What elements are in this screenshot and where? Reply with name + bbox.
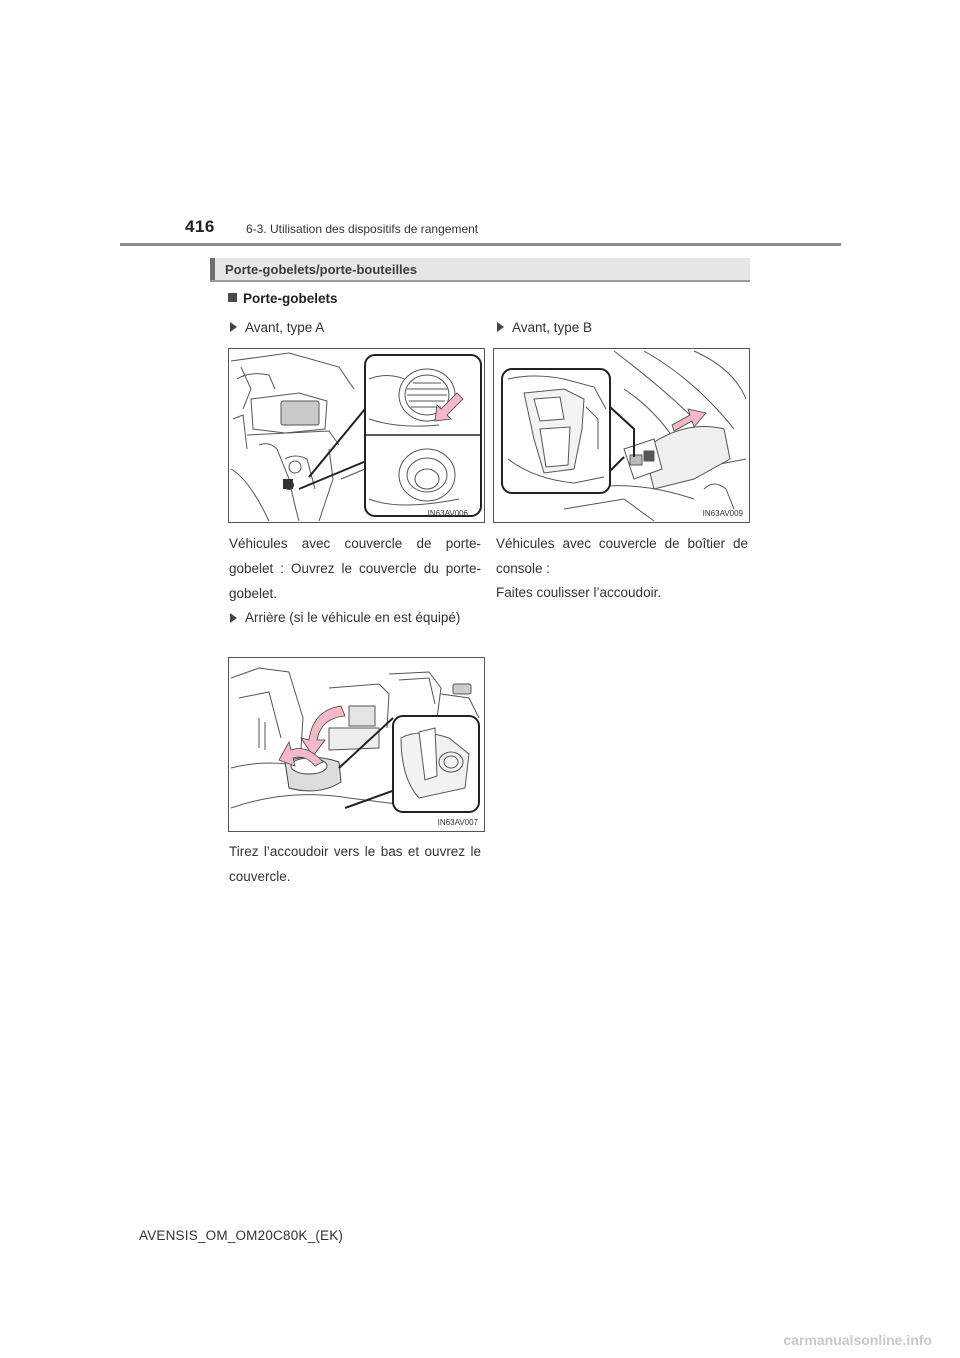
figure-front-a-code: IN63AV006 bbox=[427, 509, 468, 518]
page-number: 416 bbox=[185, 217, 215, 236]
triangle-bullet-icon bbox=[497, 322, 504, 332]
section-title: 6-3. Utilisation des dispositifs de rangement bbox=[246, 222, 479, 236]
watermark: carmanualsonline.info bbox=[783, 1332, 932, 1348]
figure-front-b bbox=[493, 348, 750, 523]
front-a-text: Véhicules avec couvercle de porte-gobelet : Ouvrez le couvercle du porte-gobelet. bbox=[229, 536, 481, 601]
figure-rear-code: IN63AV007 bbox=[437, 818, 478, 827]
square-bullet-icon bbox=[228, 293, 237, 302]
front-b-text-2: Faites coulisser l’accoudoir. bbox=[496, 585, 662, 600]
figure-rear-drawing bbox=[229, 658, 484, 831]
sub-heading bbox=[228, 291, 338, 306]
heading-accent bbox=[210, 258, 215, 280]
caption-front-a-text: Avant, type A bbox=[245, 320, 325, 335]
caption-front-b bbox=[497, 320, 592, 335]
heading-title: Porte-gobelets/porte-bouteilles bbox=[225, 262, 418, 277]
triangle-bullet-icon bbox=[230, 613, 237, 623]
figure-front-b-drawing bbox=[494, 349, 749, 522]
front-b-text-1: Véhicules avec couvercle de boîtier de console : bbox=[496, 536, 748, 576]
heading-bar bbox=[210, 258, 750, 282]
rear-text: Tirez l’accoudoir vers le bas et ouvrez le couvercle. bbox=[229, 844, 481, 884]
figure-front-a bbox=[228, 348, 485, 523]
footer-doc-code: AVENSIS_OM_OM20C80K_(EK) bbox=[139, 1228, 344, 1243]
caption-front-b-text: Avant, type B bbox=[512, 320, 593, 335]
caption-rear-text: Arrière (si le véhicule en est équipé) bbox=[245, 610, 461, 625]
header-rule bbox=[120, 243, 841, 246]
caption-rear bbox=[230, 607, 482, 629]
figure-rear bbox=[228, 657, 485, 832]
figure-front-b-code: IN63AV009 bbox=[702, 509, 743, 518]
sub-heading-text: Porte-gobelets bbox=[243, 291, 338, 306]
figure-front-a-drawing bbox=[229, 349, 484, 522]
triangle-bullet-icon bbox=[230, 322, 237, 332]
caption-front-a bbox=[230, 320, 324, 335]
